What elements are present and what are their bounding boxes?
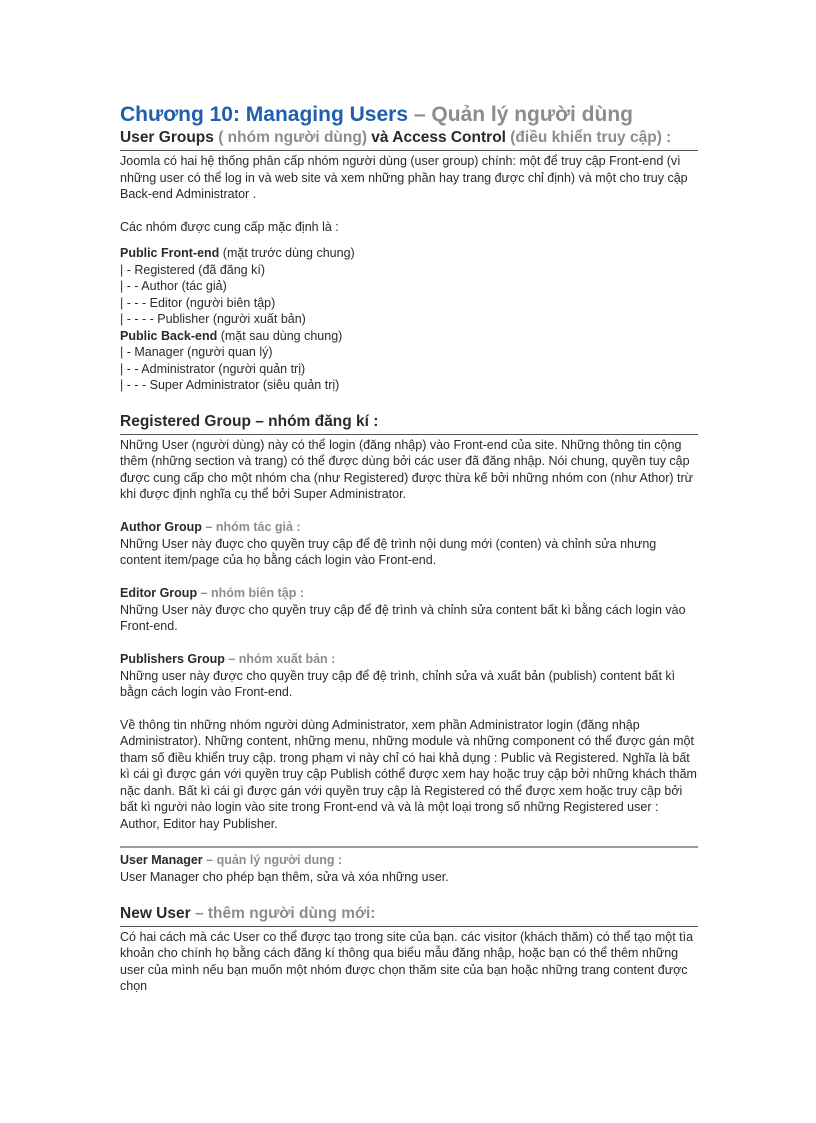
user-groups-heading: User Groups ( nhóm người dùng) và Access Control (điều khiển truy cập) : <box>120 128 698 151</box>
publishers-group-heading: Publishers Group – nhóm xuất bản : <box>120 651 336 666</box>
chapter-title <box>120 101 698 128</box>
registered-group-body: Những User (người dùng) này có thể login (đăng nhập) vào Front-end của site. Những thông tin cộng thêm (những section và trang) có thể được dùng bởi các user đã đăng nhập. Nói chung, quyền tuy cập được cung cấp cho một nhóm cha (như Registered) được thừa kế bởi những nhóm con (như Athor) trừ khi được định nghĩa cụ thể bởi Super Administrator. <box>120 437 694 501</box>
section-divider <box>120 846 698 886</box>
user-groups-intro: Joomla có hai hệ thống phân cấp nhóm người dùng (user group) chính: một để truy cập Front-end (vì những user có thể log in và web site và xem những phần hay trang được chỉ định) và một cho truy cập Back-end Administrator . <box>120 154 688 201</box>
editor-group-body: Những User này được cho quyền truy cập để đệ trình và chỉnh sửa content bất kì bằng cách login vào Front-end. <box>120 602 686 633</box>
editor-group-heading: Editor Group – nhóm biên tập : <box>120 585 305 600</box>
document-content <box>120 101 698 995</box>
list-item: | - - - - Publisher (người xuất bản) <box>120 312 306 326</box>
registered-group-heading: Registered Group – nhóm đăng kí : <box>120 412 698 435</box>
list-item: | - - - Editor (người biên tập) <box>120 295 276 310</box>
list-item: | - Manager (người quan lý) <box>120 345 273 359</box>
group-hierarchy-list <box>120 245 698 394</box>
default-groups-text: Các nhóm được cung cấp mặc định là : <box>120 219 339 234</box>
user-manager-body: User Manager cho phép bạn thêm, sửa và xóa những user. <box>120 870 449 884</box>
list-item: | - Registered (đã đăng kí) <box>120 262 265 277</box>
list-item: | - - - Super Administrator (siêu quản trị) <box>120 378 340 392</box>
front-end-group: Public Front-end (mặt trước dùng chung) <box>120 246 355 260</box>
chapter-title-main: Chương 10: Managing Users <box>120 103 409 126</box>
user-manager-heading: User Manager – quản lý người dung : <box>120 853 343 867</box>
chapter-title-sub: Quản lý người dùng <box>431 103 633 126</box>
author-group-heading: Author Group – nhóm tác giả : <box>120 519 301 534</box>
new-user-heading: New User – thêm người dùng mới: <box>120 904 698 927</box>
back-end-group: Public Back-end (mặt sau dùng chung) <box>120 328 343 343</box>
list-item: | - - Author (tác giả) <box>120 279 227 293</box>
new-user-body: Có hai cách mà các User co thể được tạo trong site của bạn. các visitor (khách thăm) có thể tạo một tìa khoản cho chính họ bằng cách đăng kí thông qua biểu mẫu đăng nhập, hoặc bạn có thể thêm những user của mình nếu bạn muốn một nhóm được chọn thăm site của bạn hoặc những trang content được chọn <box>120 929 694 993</box>
author-group-body: Những User này đuợc cho quyền truy cập để đệ trình nội dung mới (conten) và chỉnh sửa nhưng content item/page của họ bằng cách login vào Front-end. <box>120 536 657 567</box>
administrator-info-body: Về thông tin những nhóm người dùng Administrator, xem phần Administrator login (đăng nhập Administrator). Những content, những menu, những module và những component có thể được gán một tham số điều khiển truy cập. trong phạm vi này chỉ có hai khả dụng : Public và Registered. Nghĩa là bất kì cái gì được gán với quyền truy cập Publish cóthể được xem hay hoặc truy cập bởi những khách thăm nặc danh. Bất kì cái gì được gán với quyền truy cập là Registered có thể được xem hoặc truy cập bởi bất kì người nào login vào site trong Front-end và và là một loại trong số những Registered user : Author, Editor hay Publisher. <box>120 717 697 831</box>
list-item: | - - Administrator (người quản trị) <box>120 361 306 376</box>
publishers-group-body: Những user này được cho quyền truy cập để đệ trình, chỉnh sửa và xuất bản (publish) content bất kì bằgn cách login vào Front-end. <box>120 668 676 699</box>
chapter-title-separator: – <box>408 103 432 126</box>
